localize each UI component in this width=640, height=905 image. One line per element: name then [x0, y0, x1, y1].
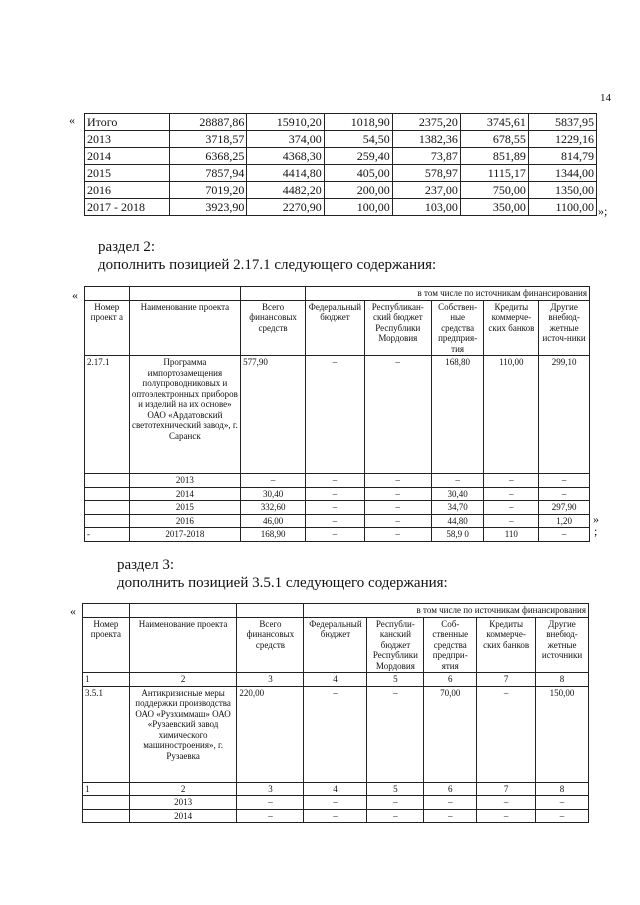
column-number: 6: [424, 673, 477, 687]
year-value: –: [237, 796, 304, 810]
summary-cell: 814,79: [528, 148, 596, 165]
column-number: 7: [477, 782, 536, 796]
year-value: –: [431, 474, 484, 488]
open-quote-2: «: [72, 288, 78, 302]
column-number: 2: [129, 782, 237, 796]
year-value: –: [306, 501, 365, 515]
summary-cell: 678,55: [460, 131, 528, 148]
table2-header-super: в том числе по источникам финансирования: [306, 287, 590, 301]
year-row-number: [83, 809, 130, 823]
summary-cell: 3718,57: [170, 131, 247, 148]
year-row: [85, 514, 590, 528]
summary-cell: 4482,20: [247, 182, 324, 199]
item-value: 220,00: [237, 686, 304, 782]
year-value: –: [364, 514, 431, 528]
open-quote-3: «: [70, 604, 76, 618]
year-value: –: [424, 809, 477, 823]
year-label: 2014: [129, 487, 241, 501]
column-number: 1: [83, 673, 130, 687]
year-row-number: [85, 501, 130, 515]
section3-title: раздел 3:: [117, 557, 175, 573]
item-value: 70,00: [424, 686, 477, 782]
year-value: –: [477, 809, 536, 823]
year-value: –: [364, 487, 431, 501]
year-value: –: [304, 796, 367, 810]
section3-table: [82, 603, 589, 823]
column-header: Номер проекта: [83, 617, 130, 673]
column-number: 3: [237, 673, 304, 687]
summary-row: [85, 148, 597, 165]
year-label: 2017-2018: [129, 528, 241, 542]
column-header: Кредиты коммерче-ских банков: [484, 300, 539, 356]
close-semicolon-2: ;: [594, 524, 598, 538]
year-value: –: [536, 796, 589, 810]
summary-cell: 2270,90: [247, 199, 324, 216]
year-value: –: [364, 501, 431, 515]
summary-cell: 4368,30: [247, 148, 324, 165]
summary-table: [84, 113, 597, 216]
section3-subtitle: дополнить позицией 3.5.1 следующего содержания:: [117, 575, 448, 591]
summary-cell: 237,00: [392, 182, 460, 199]
summary-cell: 1382,36: [392, 131, 460, 148]
year-value: –: [424, 796, 477, 810]
summary-cell: 7857,94: [170, 165, 247, 182]
summary-cell: 2375,20: [392, 114, 460, 131]
column-number: 4: [304, 673, 367, 687]
year-value: –: [484, 514, 539, 528]
summary-row: [85, 114, 597, 131]
item-name: Программа импортозамещения полупроводниковых и оптоэлектронных приборов и изделий на их основе» ОАО «Ардатовский светотехнический завод», г. Саранск: [129, 356, 241, 474]
summary-cell: 100,00: [324, 199, 392, 216]
summary-cell: 103,00: [392, 199, 460, 216]
year-row-number: [83, 796, 130, 810]
year-label: 2013: [129, 796, 237, 810]
year-value: –: [306, 474, 365, 488]
year-value: –: [367, 796, 424, 810]
year-value: –: [477, 796, 536, 810]
summary-row: [85, 131, 597, 148]
summary-cell: 259,40: [324, 148, 392, 165]
year-value: –: [237, 809, 304, 823]
year-row-number: [85, 514, 130, 528]
year-label: 2013: [129, 474, 241, 488]
column-header: Номер проект а: [85, 300, 130, 356]
table3-header-super: в том числе по источникам финансирования: [304, 604, 589, 618]
summary-cell: 73,87: [392, 148, 460, 165]
column-header: Кредиты коммерче-ских банков: [477, 617, 536, 673]
summary-row: [85, 199, 597, 216]
summary-cell: 578,97: [392, 165, 460, 182]
summary-cell: 6368,25: [170, 148, 247, 165]
summary-cell: 750,00: [460, 182, 528, 199]
year-value: –: [484, 487, 539, 501]
item-number: 3.5.1: [83, 686, 130, 782]
column-header: Всего финансовых средств: [241, 300, 306, 356]
summary-row-label: 2016: [85, 182, 170, 199]
summary-cell: 200,00: [324, 182, 392, 199]
year-label: 2015: [129, 501, 241, 515]
summary-row: [85, 182, 597, 199]
column-header: Федеральный бюджет: [304, 617, 367, 673]
column-header: Наименование проекта: [129, 617, 237, 673]
column-header: Наименование проекта: [129, 300, 241, 356]
column-header: Всего финансовых средств: [237, 617, 304, 673]
year-row: [85, 487, 590, 501]
open-quote: «: [69, 113, 75, 127]
year-row: [83, 796, 589, 810]
year-value: 30,40: [431, 487, 484, 501]
item-value: –: [306, 356, 365, 474]
year-value: –: [364, 528, 431, 542]
year-value: –: [539, 528, 590, 542]
summary-row-label: 2013: [85, 131, 170, 148]
summary-row-label: 2017 - 2018: [85, 199, 170, 216]
summary-cell: 3745,61: [460, 114, 528, 131]
year-value: 1,20: [539, 514, 590, 528]
column-header: Собствен-ные средства предприя-тия: [431, 300, 484, 356]
year-value: –: [367, 809, 424, 823]
column-header: Республи-канский бюджет Республики Мордовия: [367, 617, 424, 673]
summary-cell: 4414,80: [247, 165, 324, 182]
year-value: –: [306, 514, 365, 528]
summary-cell: 3923,90: [170, 199, 247, 216]
year-row: [85, 474, 590, 488]
column-number: 6: [424, 782, 477, 796]
summary-cell: 1344,00: [528, 165, 596, 182]
summary-cell: 1350,00: [528, 182, 596, 199]
summary-cell: 374,00: [247, 131, 324, 148]
year-value: 34,70: [431, 501, 484, 515]
summary-cell: 7019,20: [170, 182, 247, 199]
item-value: –: [304, 686, 367, 782]
close-quote: »;: [598, 204, 608, 218]
close-quote-2: »: [593, 512, 599, 526]
year-value: –: [536, 809, 589, 823]
summary-row-label: 2014: [85, 148, 170, 165]
year-row-number: -: [85, 528, 130, 542]
summary-cell: 1100,00: [528, 199, 596, 216]
column-number: 8: [536, 673, 589, 687]
year-value: 46,00: [241, 514, 306, 528]
summary-cell: 1229,16: [528, 131, 596, 148]
item-value: 577,90: [241, 356, 306, 474]
summary-cell: 1115,17: [460, 165, 528, 182]
year-value: 332,60: [241, 501, 306, 515]
year-value: 58,9 0: [431, 528, 484, 542]
year-value: –: [539, 487, 590, 501]
item-value: –: [367, 686, 424, 782]
year-label: 2014: [129, 809, 237, 823]
column-number: 5: [367, 782, 424, 796]
summary-cell: 28887,86: [170, 114, 247, 131]
column-number: 5: [367, 673, 424, 687]
item-name: Антикризисные меры поддержки производства ОАО «Рузхиммаш» ОАО «Рузаевский завод химического машиностроения», г. Рузаевка: [129, 686, 237, 782]
summary-row-label: 2015: [85, 165, 170, 182]
section2-title: раздел 2:: [98, 239, 156, 255]
column-number: 4: [304, 782, 367, 796]
column-header: Другие внебюд-жетные источ-ники: [539, 300, 590, 356]
summary-cell: 851,89: [460, 148, 528, 165]
item-number: 2.17.1: [85, 356, 130, 474]
year-row-number: [85, 487, 130, 501]
column-header: Республикан-ский бюджет Республики Мордовия: [364, 300, 431, 356]
column-header: Соб-ственные средства предпри-ятия: [424, 617, 477, 673]
column-number: 3: [237, 782, 304, 796]
column-number: 1: [83, 782, 130, 796]
page-number: 14: [600, 92, 611, 104]
year-value: 110: [484, 528, 539, 542]
summary-cell: 1018,90: [324, 114, 392, 131]
column-number: 7: [477, 673, 536, 687]
year-label: 2016: [129, 514, 241, 528]
year-value: 30,40: [241, 487, 306, 501]
year-value: –: [539, 474, 590, 488]
summary-cell: 350,00: [460, 199, 528, 216]
summary-cell: 15910,20: [247, 114, 324, 131]
item-value: 150,00: [536, 686, 589, 782]
year-value: –: [364, 474, 431, 488]
column-number: 8: [536, 782, 589, 796]
summary-cell: 5837,95: [528, 114, 596, 131]
item-value: –: [477, 686, 536, 782]
year-value: –: [306, 487, 365, 501]
section2-table: [84, 286, 590, 542]
column-number: 2: [129, 673, 237, 687]
year-value: 297,90: [539, 501, 590, 515]
year-value: 44,80: [431, 514, 484, 528]
year-row: [85, 528, 590, 542]
item-value: 299,10: [539, 356, 590, 474]
summary-cell: 54,50: [324, 131, 392, 148]
summary-row: [85, 165, 597, 182]
item-value: 168,80: [431, 356, 484, 474]
year-value: –: [241, 474, 306, 488]
summary-cell: 405,00: [324, 165, 392, 182]
year-row: [85, 501, 590, 515]
year-row-number: [85, 474, 130, 488]
column-header: Другие внебюд-жетные источники: [536, 617, 589, 673]
item-value: –: [364, 356, 431, 474]
item-value: 110,00: [484, 356, 539, 474]
section2-subtitle: дополнить позицией 2.17.1 следующего содержания:: [98, 257, 437, 273]
summary-row-label: Итого: [85, 114, 170, 131]
year-value: –: [304, 809, 367, 823]
year-value: 168,90: [241, 528, 306, 542]
column-header: Федеральный бюджет: [306, 300, 365, 356]
year-row: [83, 809, 589, 823]
year-value: –: [484, 501, 539, 515]
year-value: –: [484, 474, 539, 488]
year-value: –: [306, 528, 365, 542]
